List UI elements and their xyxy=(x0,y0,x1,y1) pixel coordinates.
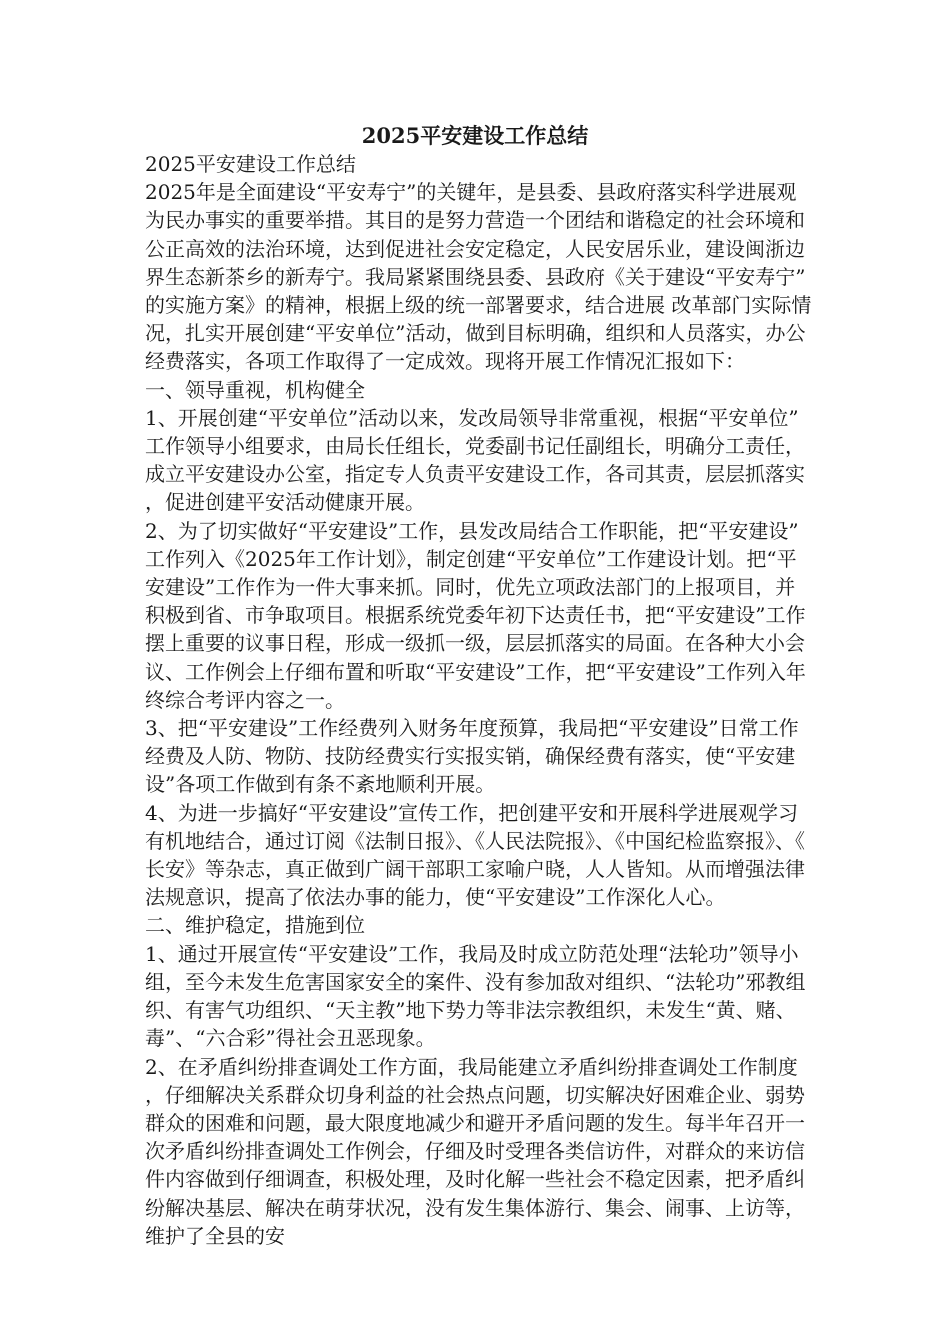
section-heading-1: 一、领导重视，机构健全 xyxy=(145,377,365,402)
body-paragraph: 2、在矛盾纠纷排查调处工作方面，我局能建立矛盾纠纷排查调处工作制度，仔细解决关系群众切身利益的社会热点问题，切实解决好困难企业、弱势群众的困难和问题，最大限度地减少和避开矛盾问题的发生。每半年召开一次矛盾纠纷排查调处工作例会，仔细及时受理各类信访件，对群众的来访信件内容做到仔细调查，积极处理，及时化解一些社会不稳定因素，把矛盾纠纷解决基层、解决在萌芽状况，没有发生集体游行、集会、闹事、上访等，维护了全县的安 xyxy=(145,1054,805,1248)
document-title: 2025平安建设工作总结 xyxy=(361,123,589,148)
body-paragraph: 4、为进一步搞好“平安建设”宣传工作，把创建平安和开展科学进展观学习有机地结合，通过订阅《法制日报》、《人民法院报》、《中国纪检监察报》、《长安》等杂志，真正做到广阔干部职工家喻户晓，人人皆知。从而增强法律法规意识，提高了依法办事的能力，使“平安建设”工作深化人心。 xyxy=(145,800,805,910)
document-body xyxy=(145,150,815,1250)
section-heading-2: 二、维护稳定，措施到位 xyxy=(145,913,365,938)
body-paragraph: 2、为了切实做好“平安建设”工作，县发改局结合工作职能，把“平安建设”工作列入《2025年工作计划》，制定创建“平安单位”工作建设计划。把“平安建设”工作作为一件大事来抓。同时，优先立项政法部门的上报项目，并积极到省、市争取项目。根据系统党委年初下达责任书，把“平安建设”工作摆上重要的议事日程，形成一级抓一级，层层抓落实的局面。在各种大小会议、工作例会上仔细布置和听取“平安建设”工作，把“平安建设”工作列入年终综合考评内容之一。 xyxy=(145,518,806,712)
body-paragraph: 1、开展创建“平安单位”活动以来，发改局领导非常重视，根据“平安单位”工作领导小组要求，由局长任组长，党委副书记任副组长，明确分工责任，成立平安建设办公室，指定专人负责平安建设工作，各司其责，层层抓落实，促进创建平安活动健康开展。 xyxy=(145,405,805,515)
body-paragraph: 3、把“平安建设”工作经费列入财务年度预算，我局把“平安建设”日常工作经费及人防、物防、技防经费实行实报实销，确保经费有落实，使“平安建设”各项工作做到有条不紊地顺利开展。 xyxy=(145,716,799,797)
body-paragraph: 1、通过开展宣传“平安建设”工作，我局及时成立防范处理“法轮功”领导小组，至今未发生危害国家安全的案件、没有参加敌对组织、“法轮功”邪教组织、有害气功组织、“天主教”地下势力等非法宗教组织，未发生“黄、赌、毒”、“六合彩”得社会丑恶现象。 xyxy=(145,941,806,1051)
subtitle-paragraph: 2025平安建设工作总结 xyxy=(145,152,356,176)
intro-paragraph: 2025年是全面建设“平安寿宁”的关键年，是县委、县政府落实科学进展观为民办事实的重要举措。其目的是努力营造一个团结和谐稳定的社会环境和公正高效的法治环境，达到促进社会安定稳定，人民安居乐业，建设闽浙边界生态新茶乡的新寿宁。我局紧紧围绕县委、县政府《关于建设“平安寿宁”的实施方案》的精神，根据上级的统一部署要求，结合进展 改革部门实际情况，扎实开展创建“平安单位”活动，做到目标明确，组织和人员落实，办公经费落实，各项工作取得了一定成效。现将开展工作情况汇报如下： xyxy=(145,180,812,374)
